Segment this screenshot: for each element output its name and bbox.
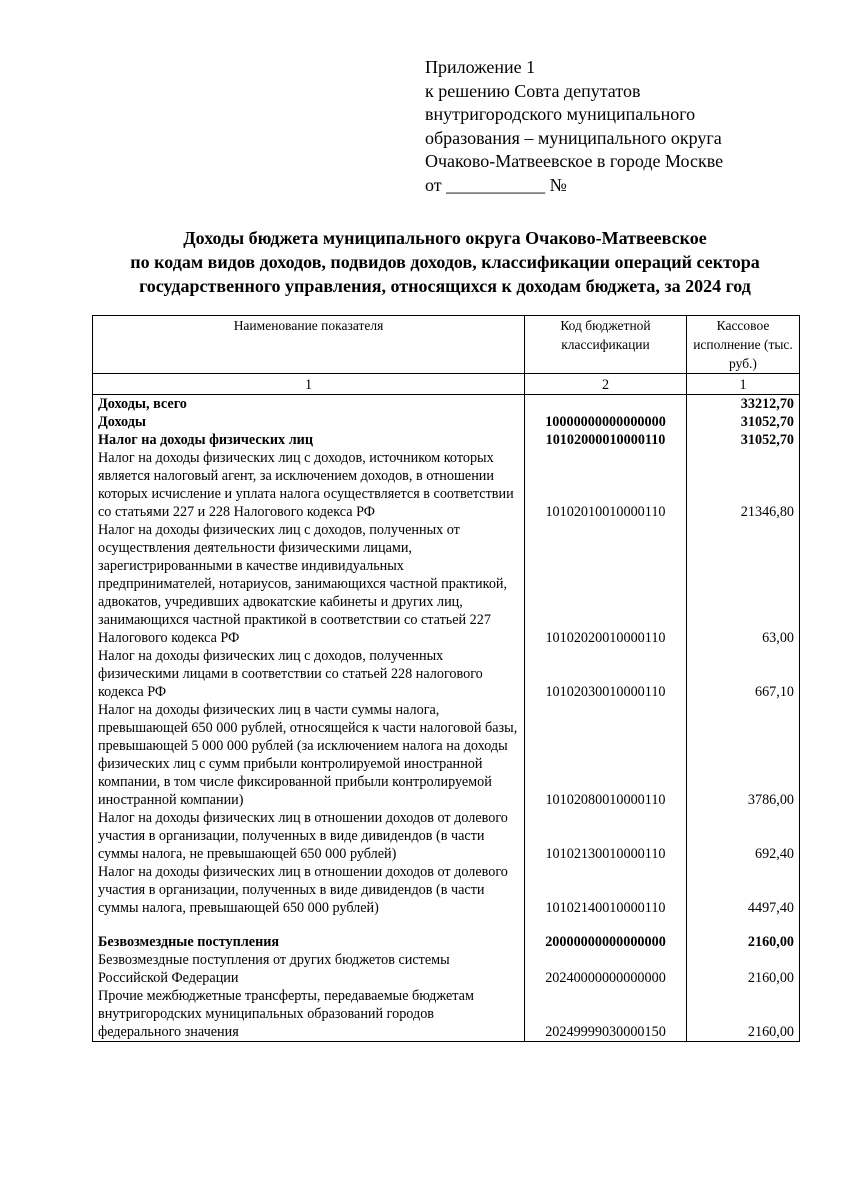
row-name: Налог на доходы физических лиц в отношении доходов от долевого участия в организации, полученных в виде дивидендов (в части суммы налога, превышающей 650 000 рублей) (93, 863, 525, 917)
table-row (93, 431, 800, 449)
table-row (93, 413, 800, 431)
row-amount: 21346,80 (687, 449, 800, 521)
row-amount: 33212,70 (687, 395, 800, 414)
row-name: Налог на доходы физических лиц (93, 431, 525, 449)
table-row (93, 951, 800, 987)
row-code (525, 395, 687, 414)
column-number-row (93, 374, 800, 395)
row-amount: 4497,40 (687, 863, 800, 917)
revenue-table (92, 315, 800, 1042)
column-number: 1 (687, 374, 800, 395)
row-code: 20000000000000000 (525, 933, 687, 951)
table-row (93, 521, 800, 647)
row-name: Доходы, всего (93, 395, 525, 414)
appendix-line: к решению Совта депутатов (425, 80, 641, 101)
table-row (93, 933, 800, 951)
column-number: 1 (93, 374, 525, 395)
table-row (93, 809, 800, 863)
row-code: 10102020010000110 (525, 521, 687, 647)
header-code: Код бюджетной классификации (525, 316, 687, 374)
title-line: Доходы бюджета муниципального округа Очаково-Матвеевское (183, 228, 707, 248)
row-code: 10000000000000000 (525, 413, 687, 431)
appendix-line: образования – муниципального округа (425, 127, 722, 148)
table-row (93, 449, 800, 521)
appendix-line: Приложение 1 (425, 57, 536, 77)
row-amount: 667,10 (687, 647, 800, 701)
row-amount: 31052,70 (687, 431, 800, 449)
table-row (93, 701, 800, 809)
row-amount: 2160,00 (687, 987, 800, 1042)
row-name: Доходы (93, 413, 525, 431)
row-amount: 63,00 (687, 521, 800, 647)
row-name: Налог на доходы физических лиц с доходов, полученных физическими лицами в соответствии со статьей 228 налогового кодекса РФ (93, 647, 525, 701)
table-row (93, 863, 800, 917)
row-name: Налог на доходы физических лиц с доходов, источником которых является налоговый агент, за исключением доходов, в отношении которых исчисление и уплата налога осуществляется в соответствии со статьями 227 и 228 Налогового кодекса РФ (93, 449, 525, 521)
row-code: 10102030010000110 (525, 647, 687, 701)
row-amount: 31052,70 (687, 413, 800, 431)
row-code: 20240000000000000 (525, 951, 687, 987)
title-line: государственного управления, относящихся к доходам бюджета, за 2024 год (139, 276, 751, 296)
header-amount: Кассовое исполнение (тыс. руб.) (687, 316, 800, 374)
row-name: Безвозмездные поступления от других бюджетов системы Российской Федерации (93, 951, 525, 987)
table-row (93, 987, 800, 1042)
appendix-block (425, 56, 723, 197)
row-code: 10102000010000110 (525, 431, 687, 449)
row-amount: 2160,00 (687, 933, 800, 951)
row-name: Налог на доходы физических лиц в части суммы налога, превышающей 650 000 рублей, относящейся к части налоговой базы, превышающей 5 000 000 рублей (за исключением налога на доходы физических лиц с сумм прибыли контролируемой иностранной компании, в том числе фиксированной прибыли контролируемой иностранной компании) (93, 701, 525, 809)
row-amount: 3786,00 (687, 701, 800, 809)
row-code: 10102130010000110 (525, 809, 687, 863)
row-amount: 692,40 (687, 809, 800, 863)
table-row-total (93, 395, 800, 414)
row-name: Прочие межбюджетные трансферты, передаваемые бюджетам внутригородских муниципальных образований городов федерального значения (93, 987, 525, 1042)
row-name: Безвозмездные поступления (93, 933, 525, 951)
title-line: по кодам видов доходов, подвидов доходов, классификации операций сектора (130, 252, 760, 272)
appendix-line: внутригородского муниципального (425, 104, 696, 124)
document-title (60, 226, 830, 298)
table-header-row (93, 316, 800, 374)
row-code: 10102010010000110 (525, 449, 687, 521)
header-name: Наименование показателя (93, 316, 525, 374)
table-row (93, 647, 800, 701)
row-name: Налог на доходы физических лиц с доходов, полученных от осуществления деятельности физическими лицами, зарегистрированными в качестве индивидуальных предпринимателей, нотариусов, занимающихся частной практикой, адвокатов, учредивших адвокатские кабинеты и других лиц, занимающихся частной практикой в соответствии со статьей 227 Налогового кодекса РФ (93, 521, 525, 647)
column-number: 2 (525, 374, 687, 395)
row-code: 20249999030000150 (525, 987, 687, 1042)
row-amount: 2160,00 (687, 951, 800, 987)
appendix-line: от ___________ № (425, 174, 567, 195)
table-spacer-row (93, 917, 800, 933)
appendix-line: Очаково-Матвеевское в городе Москве (425, 151, 724, 171)
row-code: 10102080010000110 (525, 701, 687, 809)
row-name: Налог на доходы физических лиц в отношении доходов от долевого участия в организации, полученных в виде дивидендов (в части суммы налога, не превышающей 650 000 рублей) (93, 809, 525, 863)
row-code: 10102140010000110 (525, 863, 687, 917)
